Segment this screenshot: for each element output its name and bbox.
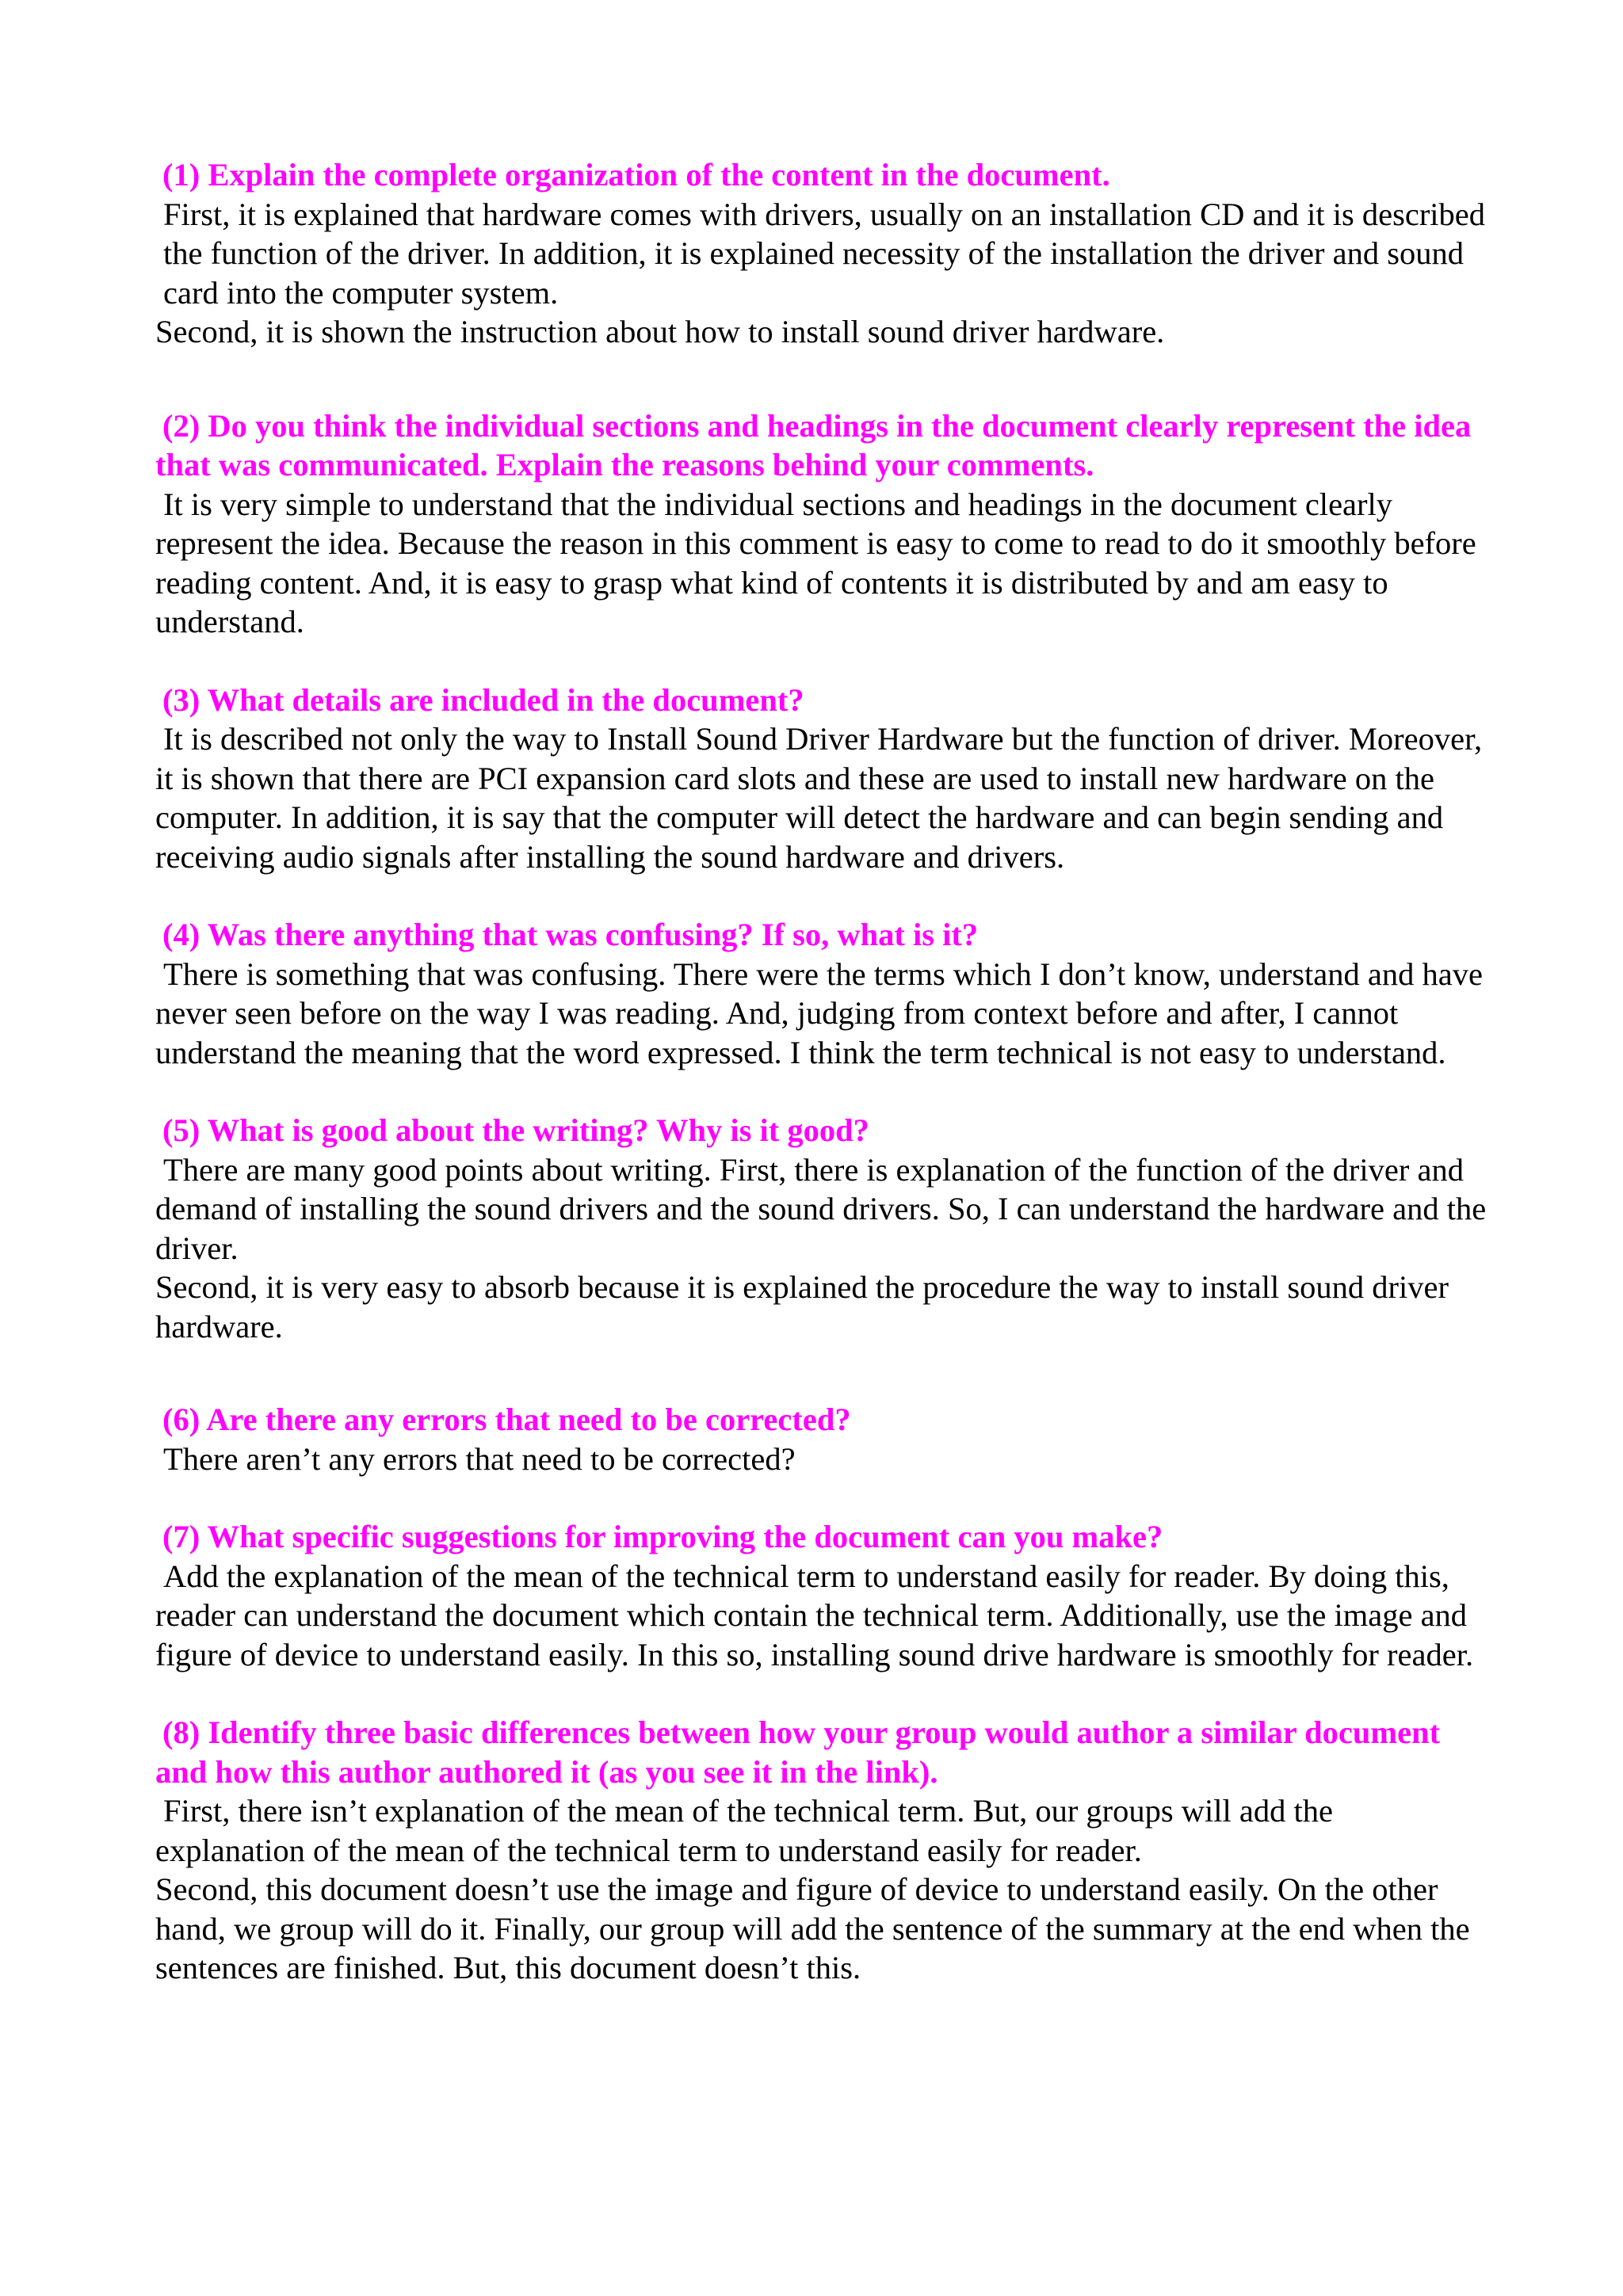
section-6 [155,1400,1487,1478]
document-page [155,155,1487,1988]
question-heading: (4) Was there anything that was confusing? If so, what is it? [162,917,979,952]
answer-paragraph: Second, this document doesn’t use the image and figure of device to understand easily. On the other hand, we group will do it. Finally, our group will add the sentence of the summary at the end when the sentences are finished. But, this document doesn’t this. [155,1871,1470,1985]
answer-paragraph: Second, it is shown the instruction about how to install sound driver hardware. [155,314,1165,349]
section-3 [155,681,1487,877]
question-heading: (1) Explain the complete organization of the content in the document. [162,157,1110,193]
answer-paragraph: It is very simple to understand that the individual sections and headings in the document clearly represent the idea. Because the reason in this comment is easy to come to read to do it smoothly before reading content. And, it is easy to grasp what kind of contents it is distributed by and am easy to understand. [155,486,1476,639]
section-5 [155,1111,1487,1346]
answer-paragraph: Second, it is very easy to absorb because it is explained the procedure the way to install sound driver hardware. [155,1269,1449,1344]
question-heading: (8) Identify three basic differences between how your group would author a similar document and how this author authored it (as you see it in the link). [155,1714,1441,1790]
section-4 [155,915,1487,1072]
answer-paragraph: First, it is explained that hardware comes with drivers, usually on an installation CD and it is described the function of the driver. In addition, it is explained necessity of the installation the driver and sound card into the computer system. [163,196,1486,311]
answer-paragraph: There are many good points about writing. First, there is explanation of the function of the driver and demand of installing the sound drivers and the sound drivers. So, I can understand the hardware and the driver. [155,1151,1487,1266]
section-8 [155,1713,1487,1988]
question-heading: (7) What specific suggestions for improving the document can you make? [162,1519,1163,1554]
answer-paragraph: First, there isn’t explanation of the mean of the technical term. But, our groups will add the explanation of the mean of the technical term to understand easily for reader. [155,1793,1334,1868]
question-heading: (6) Are there any errors that need to be corrected? [162,1402,851,1437]
section-1 [155,155,1487,352]
question-heading: (2) Do you think the individual sections and headings in the document clearly represent the idea that was communicated. Explain the reasons behind your comments. [155,407,1472,482]
answer-paragraph: It is described not only the way to Install Sound Driver Hardware but the function of driver. Moreover, it is shown that there are PCI expansion card slots and these are used to install new hardware on the computer. In addition, it is say that the computer will detect the hardware and can begin sending and receiving audio signals after installing the sound hardware and drivers. [155,721,1483,875]
question-heading: (3) What details are included in the document? [162,681,804,718]
answer-paragraph: There aren’t any errors that need to be corrected? [163,1440,796,1477]
section-2 [155,406,1487,642]
section-7 [155,1517,1487,1674]
answer-paragraph: There is something that was confusing. There were the terms which I don’t know, understand and have never seen before on the way I was reading. And, judging from context before and after, I cannot understand the meaning that the word expressed. I think the term technical is not easy to understand. [155,955,1483,1070]
answer-paragraph: Add the explanation of the mean of the technical term to understand easily for reader. By doing this, reader can understand the document which contain the technical term. Additionally, use the image and figure of device to understand easily. In this so, installing sound drive hardware is smoothly for reader. [155,1558,1474,1672]
question-heading: (5) What is good about the writing? Why is it good? [162,1112,869,1148]
